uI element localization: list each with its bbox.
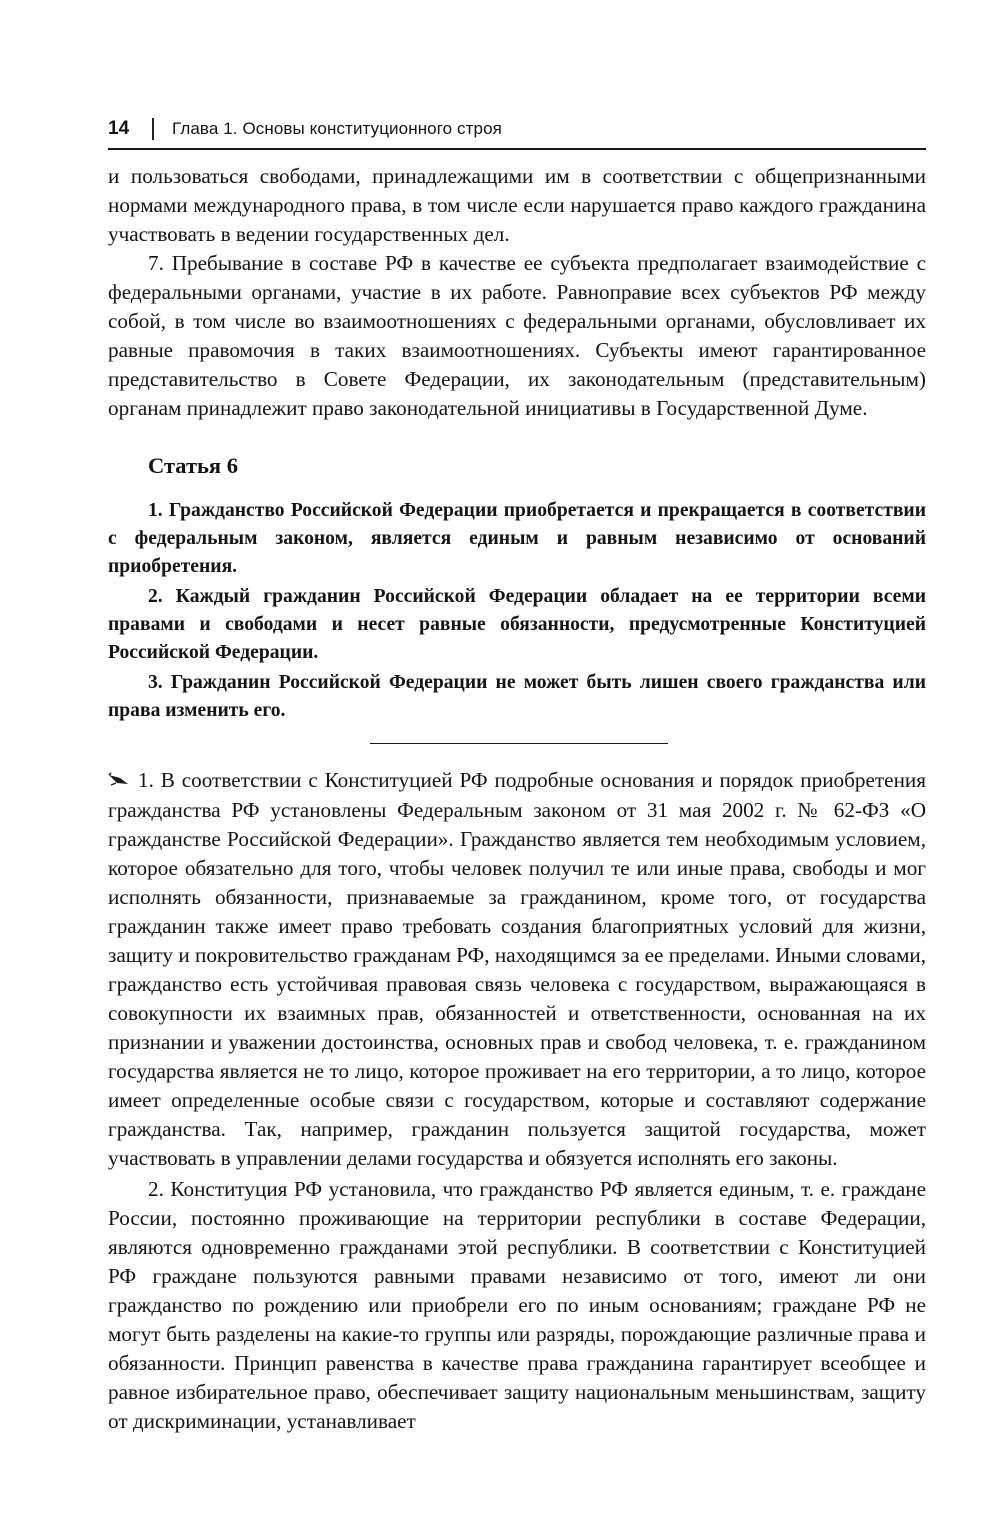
commentary-paragraph-1 — [108, 766, 926, 1173]
book-page — [108, 110, 926, 1436]
section-divider — [370, 743, 668, 744]
paragraph-continuation: и пользоваться свободами, принадлежащими им в соответствии с общепризнанными нормами международного права, в том числе если нарушается право каждого гражданина участвовать в ведении государственных дел. — [108, 164, 926, 246]
chapter-title: Глава 1. Основы конституционного строя — [172, 119, 502, 138]
article-item-2: 2. Каждый гражданин Российской Федерации обладает на ее территории всеми правами и свободами и несет равные обязанности, предусмотренные Конституцией Российской Федерации. — [108, 586, 926, 663]
commentary-text-1: 1. В соответствии с Конституцией РФ подробные основания и порядок приобретения гражданства РФ установлены Федеральным законом от 31 мая 2002 г. № 62-ФЗ «О гражданстве Российской Федерации». Гражданство является тем необходимым условием, которое обязательно для того, чтобы человек получил те или иные права, свободы и мог исполнять обязанности, признаваемые за гражданином, кроме того, от государства гражданин также имеет право требовать создания благоприятных условий для жизни, защиту и покровительство гражданам РФ, находящимся за ее пределами. Иными словами, гражданство есть устойчивая правовая связь человека с государством, выражающаяся в совокупности их взаимных прав, обязанностей и ответственности, основанная на их признании и уважении достоинства, основных прав и свобод человека, т. е. гражданином государства является не то лицо, которое проживает на его территории, а то лицо, которое имеет определенные особые связи с государством, которые и составляют содержание гражданства. Так, например, гражданин пользуется защитой государства, может участвовать в управлении делами государства и обязуется исполнять его законы. — [108, 768, 926, 1170]
paragraph-7: 7. Пребывание в составе РФ в качестве ее субъекта предполагает взаимодействие с федеральными органами, участие в их работе. Равноправие всех субъектов РФ между собой, в том числе во взаимоотношениях с федеральными органами, обусловливает их равные правомочия в таких взаимоотношениях. Субъекты имеют гарантированное представительство в Совете Федерации, их законодательным (представительным) органам принадлежит право законодательной инициативы в Государственной Думе. — [108, 251, 926, 420]
pen-icon — [108, 767, 130, 796]
article-item-3: 3. Гражданин Российской Федерации не может быть лишен своего гражданства или права изменить его. — [108, 672, 926, 721]
header-separator — [152, 118, 154, 140]
commentary-paragraph-2: 2. Конституция РФ установила, что гражданство РФ является единым, т. е. граждане России, постоянно проживающие на территории республики в составе Федерации, являются одновременно гражданами этой республики. В соответствии с Конституцией РФ граждане пользуются равными правами независимо от того, имеют ли они гражданство по рождению или приобрели его по иным основаниям; граждане РФ не могут быть разделены на какие-то группы или разряды, порождающие различные права и обязанности. Принцип равенства в качестве права гражданина гарантирует всеобщее и равное избирательное право, обеспечивает защиту национальным меньшинствам, защиту от дискриминации, устанавливает — [108, 1177, 926, 1433]
article-heading: Статья 6 — [148, 453, 238, 478]
article-item-1: 1. Гражданство Российской Федерации приобретается и прекращается в соответствии с федеральным законом, является единым и равным независимо от оснований приобретения. — [108, 500, 926, 577]
running-head — [108, 110, 926, 150]
page-number: 14 — [108, 118, 130, 139]
